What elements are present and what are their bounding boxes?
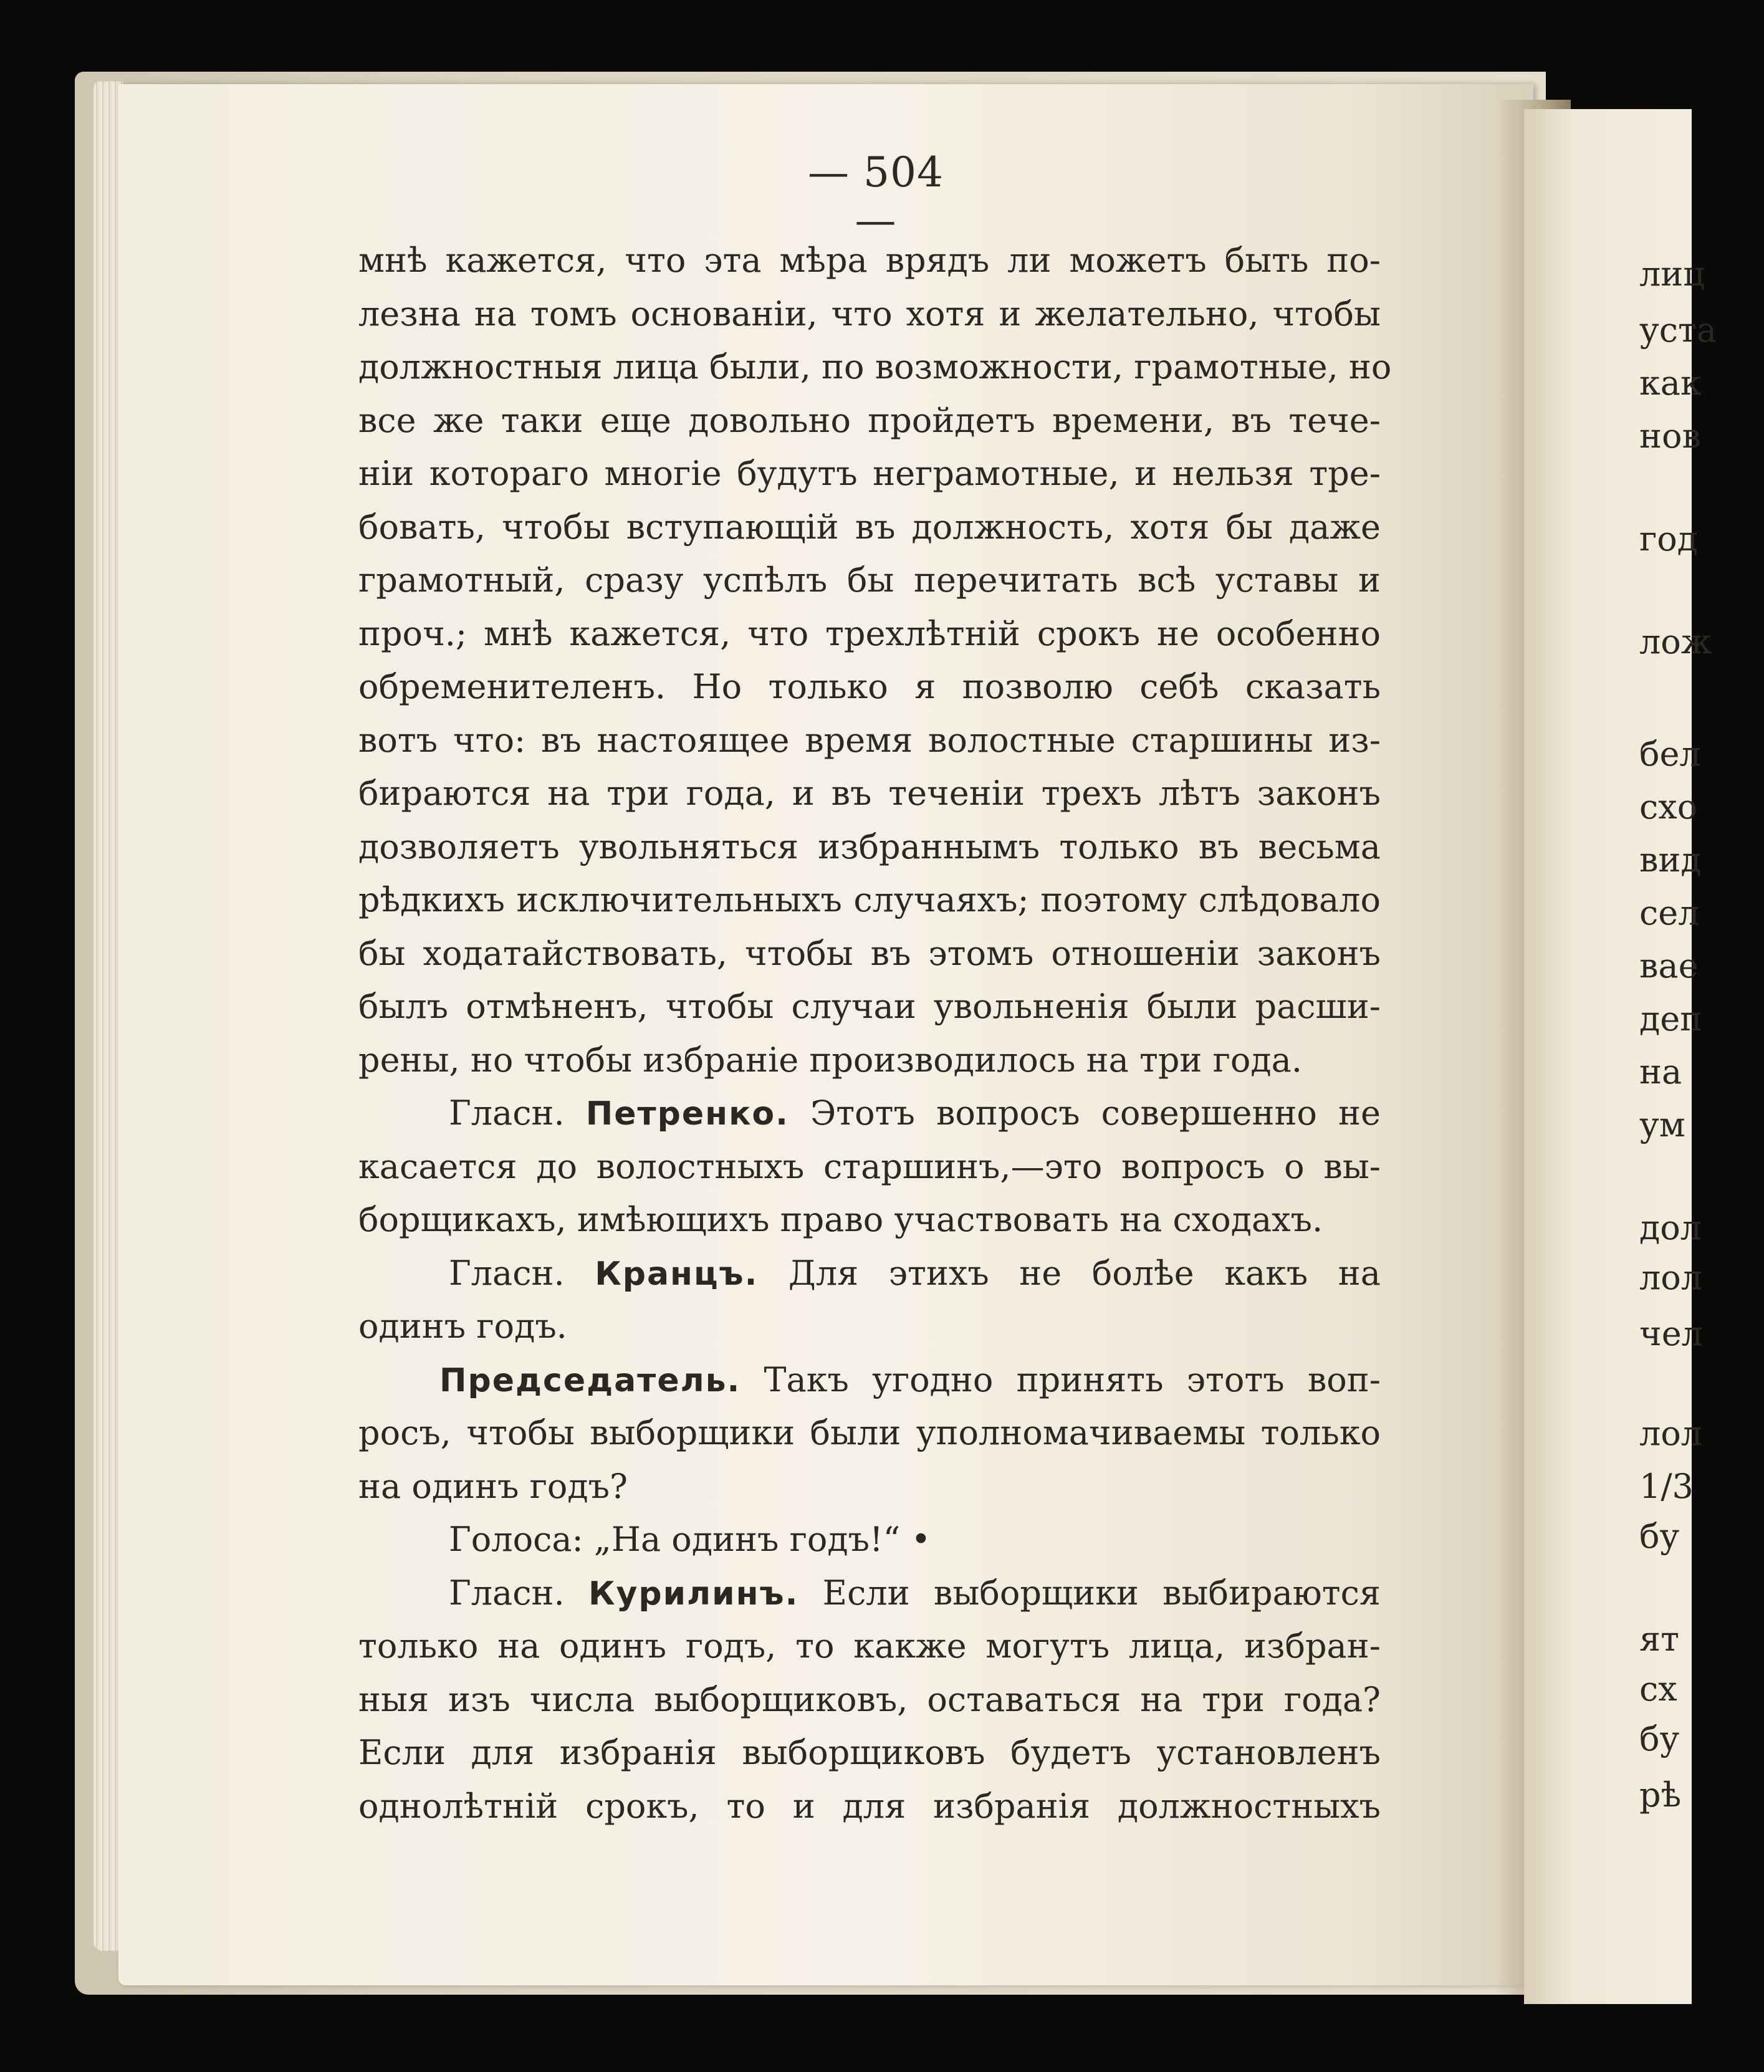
text-line: ныя изъ числа выборщиковъ, оставаться на три года? (358, 1679, 1381, 1719)
paragraph-1 (358, 234, 1392, 1086)
right-page-fragment: на (1639, 1052, 1682, 1091)
text-line: борщикахъ, имѣющихъ право участвовать на сходахъ. (358, 1200, 1323, 1239)
right-page-fragment: лол (1639, 1258, 1703, 1297)
right-page-fragment: лож (1639, 622, 1712, 661)
text-line: все же таки еще довольно пройдетъ времени, въ тече- (358, 400, 1381, 440)
text-line: грамотный, сразу успѣлъ бы перечитать всѣ уставы и (358, 560, 1381, 600)
main-text (358, 234, 1392, 1833)
right-page-fragment: чел (1639, 1314, 1703, 1353)
text-line: на одинъ годъ? (358, 1466, 628, 1506)
text-line: вотъ что: въ настоящее время волостные старшины из- (358, 720, 1381, 760)
text-line: бы ходатайствовать, чтобы въ этомъ отношеніи законъ (358, 933, 1381, 973)
speaker-name: Курилинъ. (588, 1575, 799, 1613)
right-page-fragment: рѣ (1639, 1775, 1682, 1815)
text-line: былъ отмѣненъ, чтобы случаи увольненія были расши- (358, 987, 1381, 1026)
right-page-fragment: схо (1639, 787, 1698, 827)
text-line: касается до волостныхъ старшинъ,—это вопросъ о вы- (358, 1146, 1381, 1186)
speech-line (358, 1247, 1381, 1300)
speech-prefix: Гласн. (449, 1253, 595, 1293)
right-page-fragment: 1/3 (1639, 1467, 1694, 1506)
right-page-fragment: как (1639, 363, 1702, 403)
right-page-fragment: нов (1639, 416, 1701, 456)
right-page-fragment: вае (1639, 946, 1699, 986)
speaker-name: Кранцъ. (595, 1255, 759, 1293)
right-page-fragment: вид (1639, 840, 1702, 880)
right-page-fragment: бу (1639, 1719, 1680, 1758)
text-line: однолѣтній срокъ, то и для избранія должностныхъ (358, 1786, 1381, 1826)
speaker-name: Петренко. (585, 1095, 789, 1133)
speech-line (358, 1086, 1381, 1140)
voices-line: Голоса: „На одинъ годъ!“ • (449, 1520, 931, 1559)
right-page-fragment: уста (1639, 310, 1717, 350)
text-line: рѣдкихъ исключительныхъ случаяхъ; поэтому слѣдовало (358, 880, 1381, 919)
text-line: рены, но чтобы избраніе производилось на три года. (358, 1040, 1302, 1080)
text-line: обременителенъ. Но только я позволю себѣ сказать (358, 667, 1381, 706)
speaker-name: Председатель. (439, 1361, 741, 1399)
speech-text: Этотъ вопросъ совершенно не (789, 1093, 1381, 1133)
text-line: Если для избранія выборщиковъ будетъ установленъ (358, 1733, 1381, 1772)
right-page-fragment: год (1639, 519, 1699, 559)
text-line: лезна на томъ основаніи, что хотя и желательно, чтобы (358, 294, 1381, 333)
text-line: бовать, чтобы вступающій въ должность, хотя бы даже (358, 507, 1381, 547)
text-line: бираются на три года, и въ теченіи трехъ лѣтъ законъ (358, 774, 1381, 813)
right-page-fragment: ум (1639, 1105, 1685, 1144)
right-page-fragment: бу (1639, 1517, 1680, 1556)
right-page-fragment: сх (1639, 1669, 1677, 1709)
right-page-fragment: ят (1639, 1619, 1679, 1659)
speech-prefix: Гласн. (449, 1093, 586, 1133)
right-page-fragment: дол (1639, 1208, 1702, 1247)
speech-prefix: Гласн. (449, 1573, 588, 1613)
right-page-fragment: бел (1639, 734, 1701, 774)
right-page-fragment: лиц (1639, 254, 1705, 294)
text-line: дозволяетъ увольняться избраннымъ только въ весьма (358, 827, 1381, 866)
text-line: росъ, чтобы выборщики были уполномачиваемы только (358, 1413, 1381, 1452)
text-line: ніи котораго многіе будутъ неграмотные, и нельзя тре- (358, 454, 1381, 493)
speech-line (358, 1353, 1381, 1407)
text-line: проч.; мнѣ кажется, что трехлѣтній срокъ не особенно (358, 613, 1381, 653)
right-page-fragment: сел (1639, 893, 1700, 933)
text-line: одинъ годъ. (358, 1307, 567, 1346)
right-page-fragment: лол (1639, 1414, 1703, 1453)
right-page-fragment: деп (1639, 999, 1703, 1038)
text-line: только на одинъ годъ, то какже могутъ лица, избран- (358, 1626, 1381, 1666)
page-number: — 504 — (808, 148, 944, 244)
speech-text: Для этихъ не болѣе какъ на (758, 1253, 1381, 1293)
speech-text: Если выборщики выбираются (798, 1573, 1381, 1613)
speech-text: Такъ угодно принять этотъ воп- (741, 1360, 1381, 1399)
speech-line (358, 1566, 1381, 1620)
text-line: должностныя лица были, по возможности, грамотные, но (358, 347, 1392, 386)
text-line: мнѣ кажется, что эта мѣра врядъ ли можетъ быть по- (358, 241, 1381, 280)
